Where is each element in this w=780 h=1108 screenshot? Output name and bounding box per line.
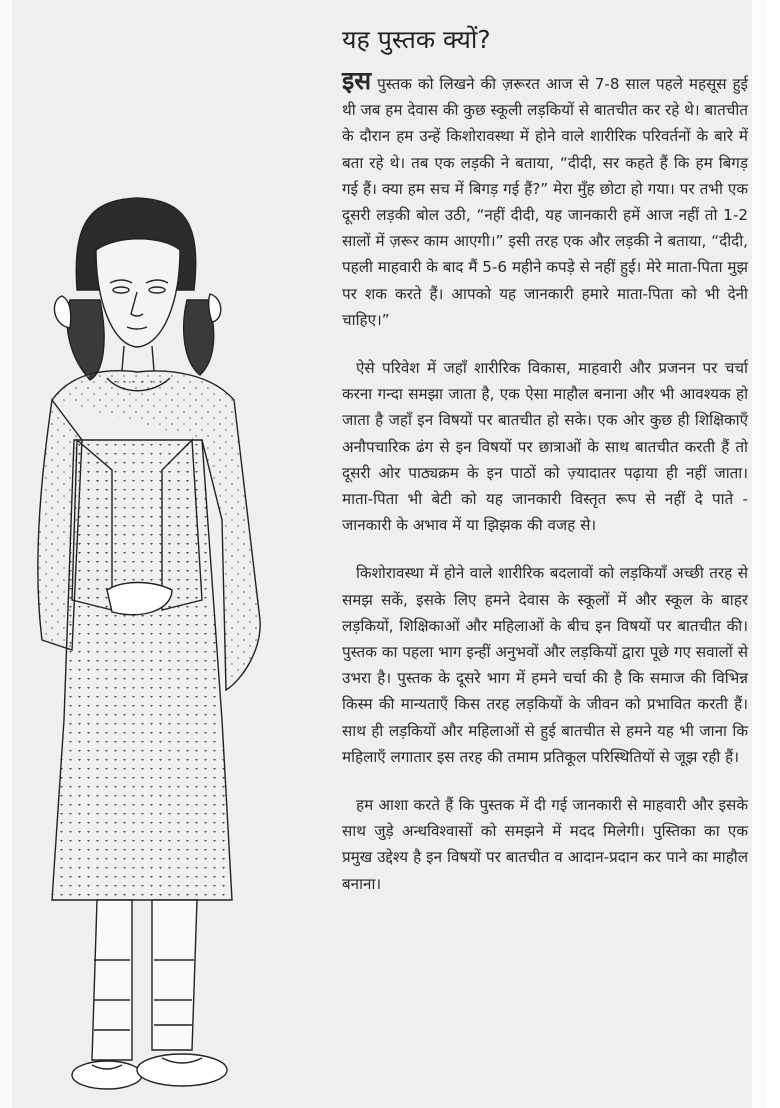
paragraph-1-text: पुस्तक को लिखने की ज़रूरत आज से 7-8 साल पहले महसूस हुई थी जब हम देवास की कुछ स्कूली लड़कियों से बातचीत कर रहे थे। बातचीत के दौरान हम उन्हें किशोरावस्था में होने वाले शारीरिक परिवर्तनों के बारे में बता रहे थे। तब एक लड़की ने बताया, “दीदी, सर कहते हैं कि हम बिगड़ गई हैं। क्या हम सच में बिगड़ गई हैं?” मेरा मुँह छोटा हो गया। पर तभी एक दूसरी लड़की बोल उठी, “नहीं दीदी, यह जानकारी हमें आज नहीं तो 1-2 सालों में ज़रूर काम आएगी।” इसी तरह एक और लड़की ने बताया, “दीदी, पहली माहवारी के बाद मैं 5-6 महीने कपड़े से नहीं हुई। मेरे माता-पिता मुझ पर शक करते हैं। आपको यह जानकारी हमारे माता-पिता को भी देनी चाहिए।”	[342, 75, 748, 329]
drop-cap: इस	[342, 66, 372, 95]
paragraph-2: ऐसे परिवेश में जहाँ शारीरिक विकास, माहवारी और प्रजनन पर चर्चा करना गन्दा समझा जाता है, एक ऐसा माहौल बनाना और भी आवश्यक हो जाता है जहाँ इन विषयों पर बातचीत हो सके। एक ओर कुछ ही शिक्षिकाएँ अनौपचारिक ढंग से इन विषयों पर छात्राओं के साथ बातचीत करती हैं तो दूसरी ओर पाठ्यक्रम के इन पाठों को ज़्यादातर पढ़ाया ही नहीं जाता। माता-पिता भी बेटी को यह जानकारी विस्तृत रूप से नहीं दे पाते - जानकारी के अभाव में या झिझक की वजह से।	[342, 359, 748, 535]
page-right-margin	[752, 0, 766, 1108]
paragraph-1	[342, 68, 748, 333]
page-title: यह पुस्तक क्यों?	[342, 25, 491, 54]
page-left-margin	[0, 0, 12, 1108]
girl-illustration-icon	[12, 0, 332, 1108]
paragraph-4: हम आशा करते हैं कि पुस्तक में दी गई जानकारी से माहवारी और इसके साथ जुड़े अन्धविश्वासों को समझने में मदद मिलेगी। पुस्तिका का एक प्रमुख उद्देश्य है इन विषयों पर बातचीत व आदान-प्रदान कर पाने का माहौल बनाना।	[342, 796, 748, 893]
paragraph-3: किशोरावस्था में होने वाले शारीरिक बदलावों को लड़कियाँ अच्छी तरह से समझ सकें, इसके लिए हमने देवास के स्कूलों में और स्कूल के बाहर लड़कियों, शिक्षिकाओं और महिलाओं के बीच इन विषयों पर बातचीत की। पुस्तक का पहला भाग इन्हीं अनुभवों और लड़कियों द्वारा पूछे गए सवालों से उभरा है। पुस्तक के दूसरे भाग में हमने चर्चा की है कि समाज की विभिन्न किस्म की मान्यताएँ किस तरह लड़कियों के जीवन को प्रभावित करती हैं। साथ ही लड़कियों और महिलाओं से हुई बातचीत से हमने यह भी जाना कि महिलाएँ लगातार इस तरह की तमाम प्रतिकूल परिस्थितियों से जूझ रही हैं।	[342, 564, 748, 766]
article	[342, 22, 748, 919]
